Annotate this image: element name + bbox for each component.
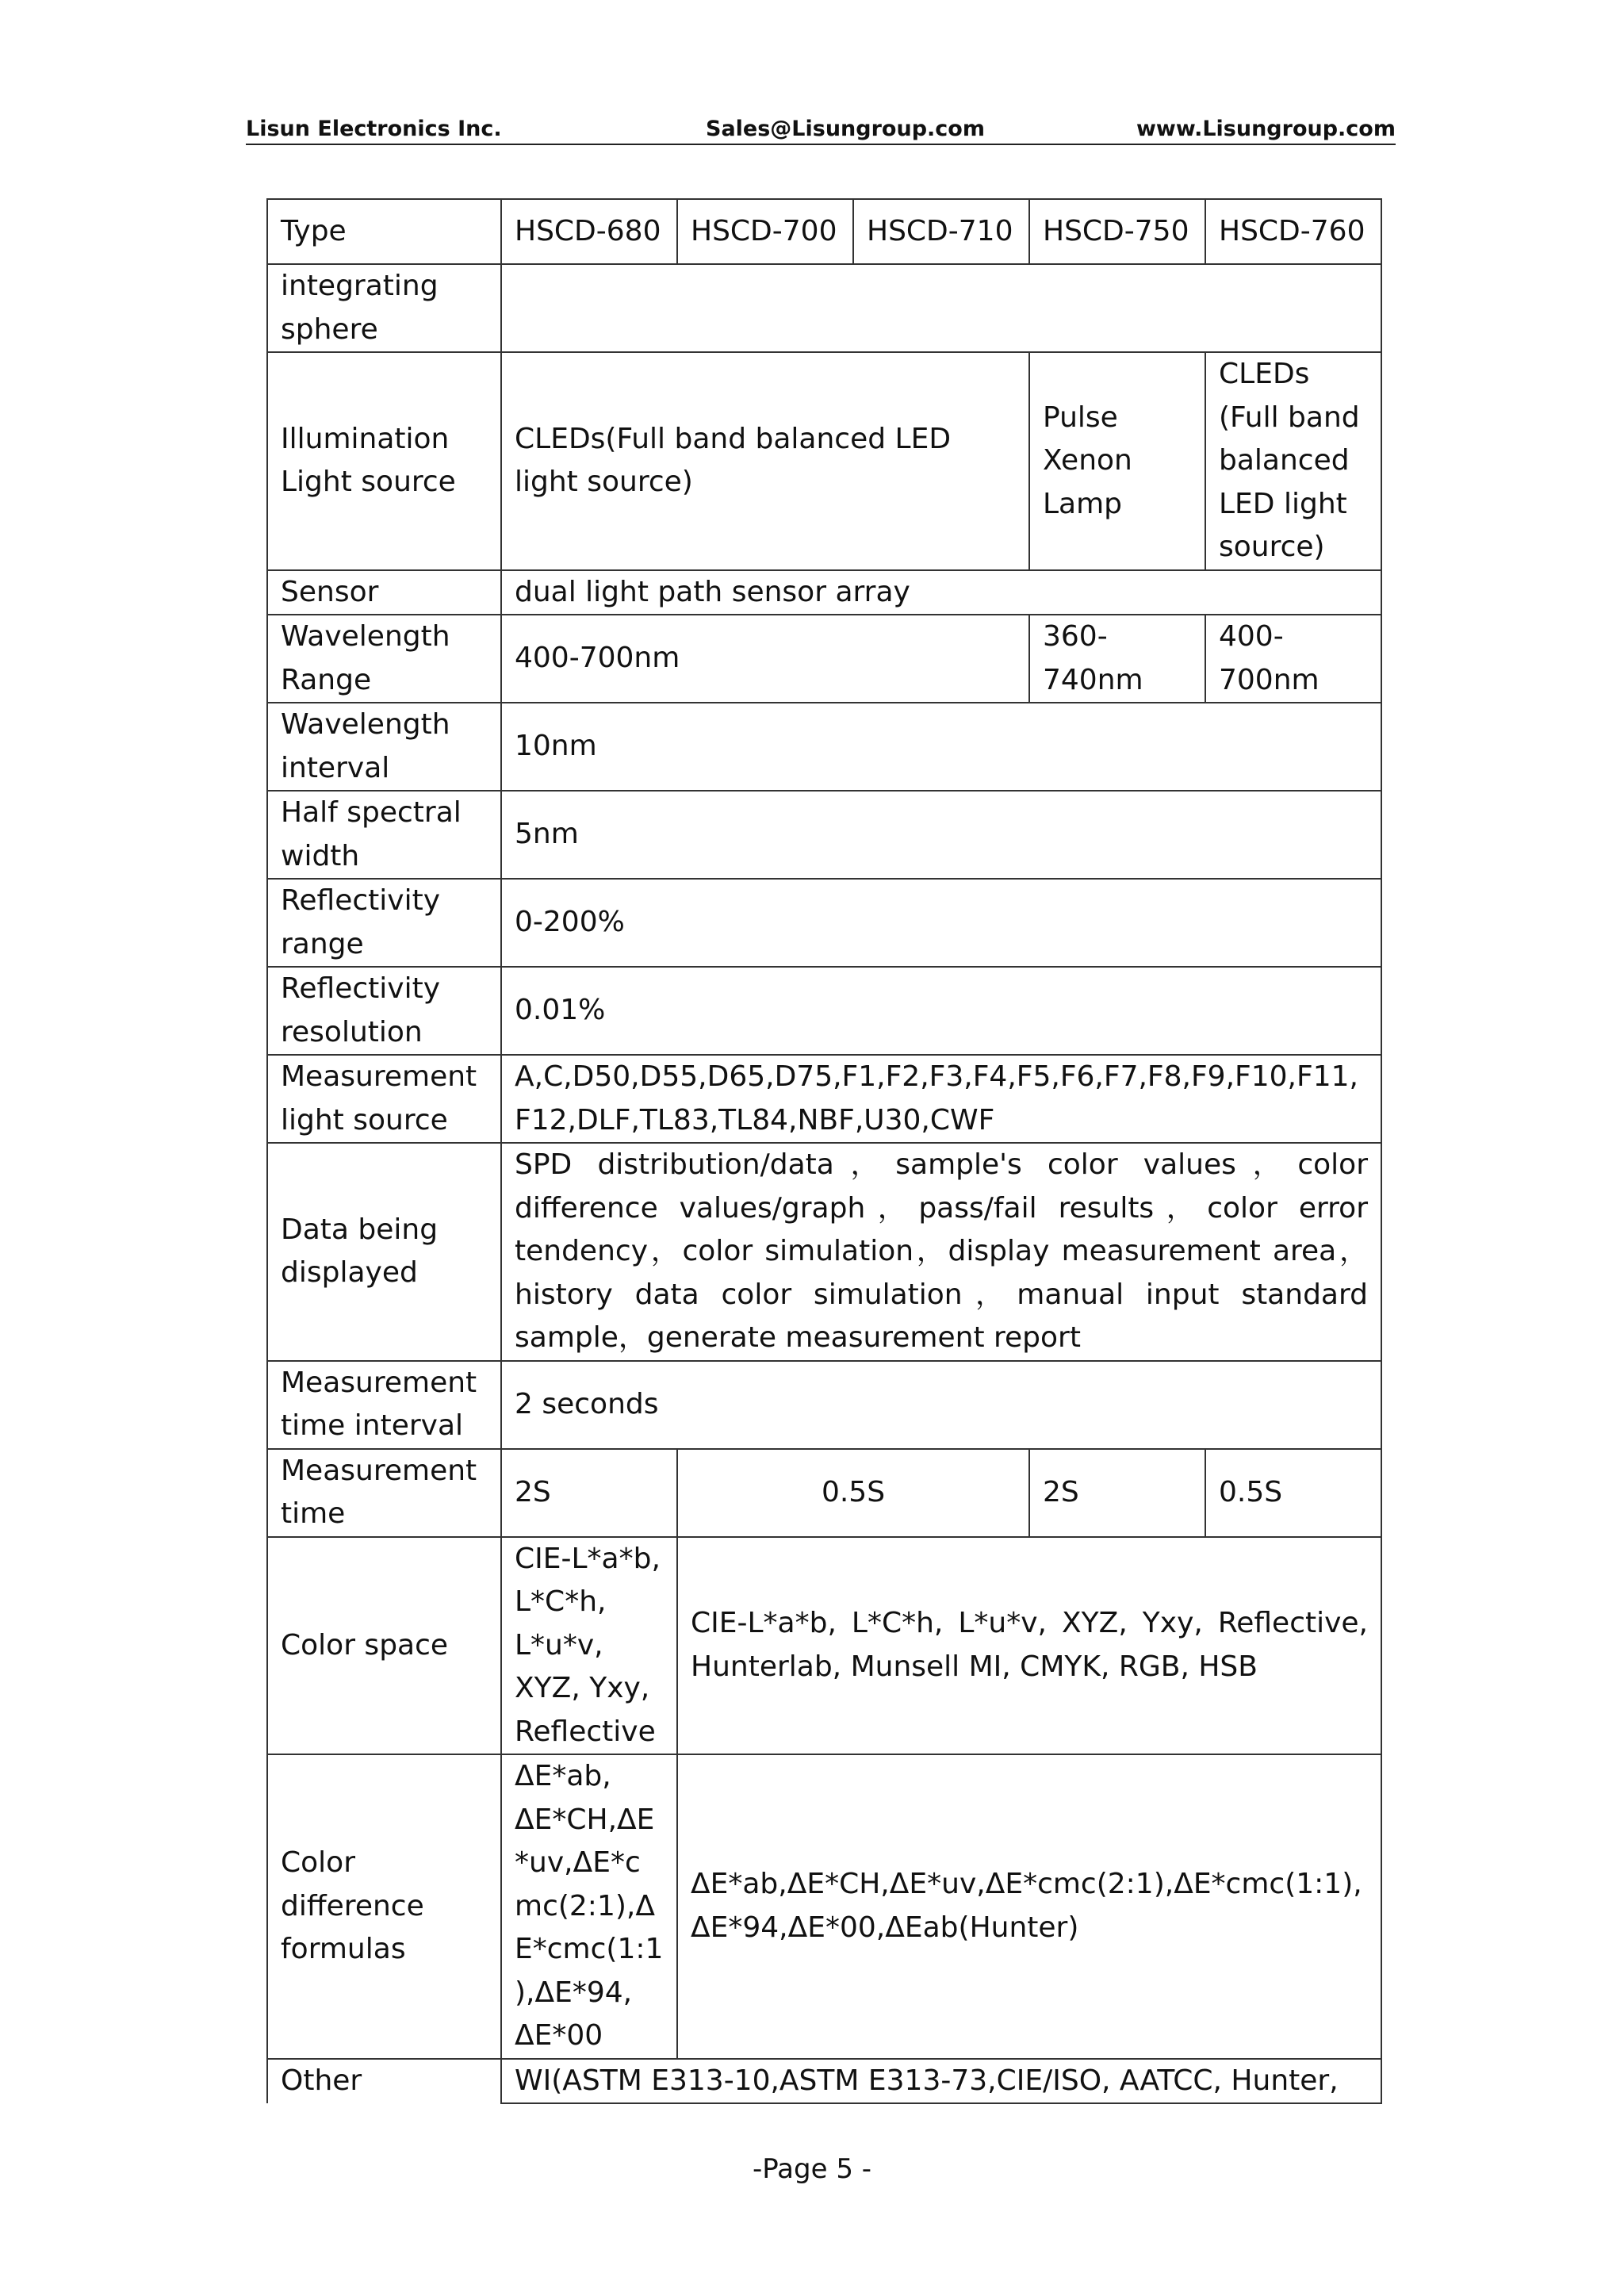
model-hscd-680: HSCD-680 xyxy=(501,199,677,264)
wavelength-range-value-750: 360-740nm xyxy=(1029,615,1205,703)
reflectivity-range-value: 0-200% xyxy=(501,879,1381,967)
table-row-color-difference xyxy=(267,1754,1381,2059)
table-row-sensor xyxy=(267,570,1381,615)
measurement-time-value-700-710: 0.5S xyxy=(677,1449,1029,1537)
other-value: WI(ASTM E313-10,ASTM E313-73,CIE/ISO, AATCC, Hunter, xyxy=(501,2059,1381,2104)
sensor-label: Sensor xyxy=(267,570,501,615)
company-website: www.Lisungroup.com xyxy=(1136,117,1396,141)
illumination-value-760: CLEDs (Full band balanced LED light source) xyxy=(1205,352,1381,570)
half-spectral-width-label: Half spectral width xyxy=(267,791,501,879)
table-row-illumination xyxy=(267,352,1381,570)
illumination-label: Illumination Light source xyxy=(267,352,501,570)
table-row-reflectivity-resolution xyxy=(267,967,1381,1055)
reflectivity-resolution-value: 0.01% xyxy=(501,967,1381,1055)
spec-table xyxy=(266,198,1382,2104)
table-row-wavelength-range xyxy=(267,615,1381,703)
wavelength-range-value-680-710: 400-700nm xyxy=(501,615,1029,703)
table-row-integrating-sphere xyxy=(267,264,1381,352)
measurement-time-interval-label: Measurement time interval xyxy=(267,1361,501,1449)
reflectivity-range-label: Reflectivity range xyxy=(267,879,501,967)
color-difference-label: Color difference formulas xyxy=(267,1754,501,2059)
table-row-wavelength-interval xyxy=(267,703,1381,791)
measurement-light-source-label: Measurement light source xyxy=(267,1055,501,1143)
color-space-label: Color space xyxy=(267,1537,501,1755)
illumination-value-680-710: CLEDs(Full band balanced LED light source) xyxy=(501,352,1029,570)
wavelength-interval-value: 10nm xyxy=(501,703,1381,791)
model-hscd-750: HSCD-750 xyxy=(1029,199,1205,264)
color-difference-value-680: ΔE*ab, ΔE*CH,ΔE*uv,ΔE*cmc(2:1),ΔE*cmc(1:1),ΔE*94, ΔE*00 xyxy=(501,1754,677,2059)
table-row-type xyxy=(267,199,1381,264)
table-row-measurement-light-source xyxy=(267,1055,1381,1143)
model-hscd-700: HSCD-700 xyxy=(677,199,853,264)
color-space-value-680: CIE-L*a*b, L*C*h, L*u*v, XYZ, Yxy, Reflective xyxy=(501,1537,677,1755)
color-space-value-rest: CIE-L*a*b, L*C*h, L*u*v, XYZ, Yxy, Reflective, Hunterlab, Munsell MI, CMYK, RGB, HSB xyxy=(677,1537,1381,1755)
model-hscd-760: HSCD-760 xyxy=(1205,199,1381,264)
wavelength-range-value-760: 400-700nm xyxy=(1205,615,1381,703)
integrating-sphere-value xyxy=(501,264,1381,352)
illumination-value-750: Pulse Xenon Lamp xyxy=(1029,352,1205,570)
measurement-time-value-680: 2S xyxy=(501,1449,677,1537)
company-name: Lisun Electronics Inc. xyxy=(246,117,502,141)
table-row-other xyxy=(267,2059,1381,2104)
page-header xyxy=(246,115,1396,145)
measurement-time-label: Measurement time xyxy=(267,1449,501,1537)
type-label: Type xyxy=(267,199,501,264)
integrating-sphere-label: integrating sphere xyxy=(267,264,501,352)
measurement-time-interval-value: 2 seconds xyxy=(501,1361,1381,1449)
table-row-color-space xyxy=(267,1537,1381,1755)
measurement-time-value-750: 2S xyxy=(1029,1449,1205,1537)
data-displayed-value: SPD distribution/data，sample's color values，color difference values/graph，pass/fail results，color error tendency，color simulation，display measurement area，history data color simulation，manual input standard sample，generate measurement report xyxy=(501,1143,1381,1361)
table-row-measurement-time xyxy=(267,1449,1381,1537)
model-hscd-710: HSCD-710 xyxy=(853,199,1029,264)
wavelength-range-label: Wavelength Range xyxy=(267,615,501,703)
color-difference-value-rest: ΔE*ab,ΔE*CH,ΔE*uv,ΔE*cmc(2:1),ΔE*cmc(1:1),ΔE*94,ΔE*00,ΔEab(Hunter) xyxy=(677,1754,1381,2059)
wavelength-interval-label: Wavelength interval xyxy=(267,703,501,791)
reflectivity-resolution-label: Reflectivity resolution xyxy=(267,967,501,1055)
sales-email: Sales@Lisungroup.com xyxy=(706,117,985,141)
table-row-data-displayed xyxy=(267,1143,1381,1361)
measurement-light-source-value: A,C,D50,D55,D65,D75,F1,F2,F3,F4,F5,F6,F7,F8,F9,F10,F11, F12,DLF,TL83,TL84,NBF,U30,CWF xyxy=(501,1055,1381,1143)
table-row-half-spectral-width xyxy=(267,791,1381,879)
measurement-time-value-760: 0.5S xyxy=(1205,1449,1381,1537)
half-spectral-width-value: 5nm xyxy=(501,791,1381,879)
table-row-measurement-time-interval xyxy=(267,1361,1381,1449)
data-displayed-label: Data being displayed xyxy=(267,1143,501,1361)
sensor-value: dual light path sensor array xyxy=(501,570,1381,615)
other-label: Other xyxy=(267,2059,501,2104)
page-number: -Page 5 - xyxy=(752,2153,872,2185)
table-row-reflectivity-range xyxy=(267,879,1381,967)
